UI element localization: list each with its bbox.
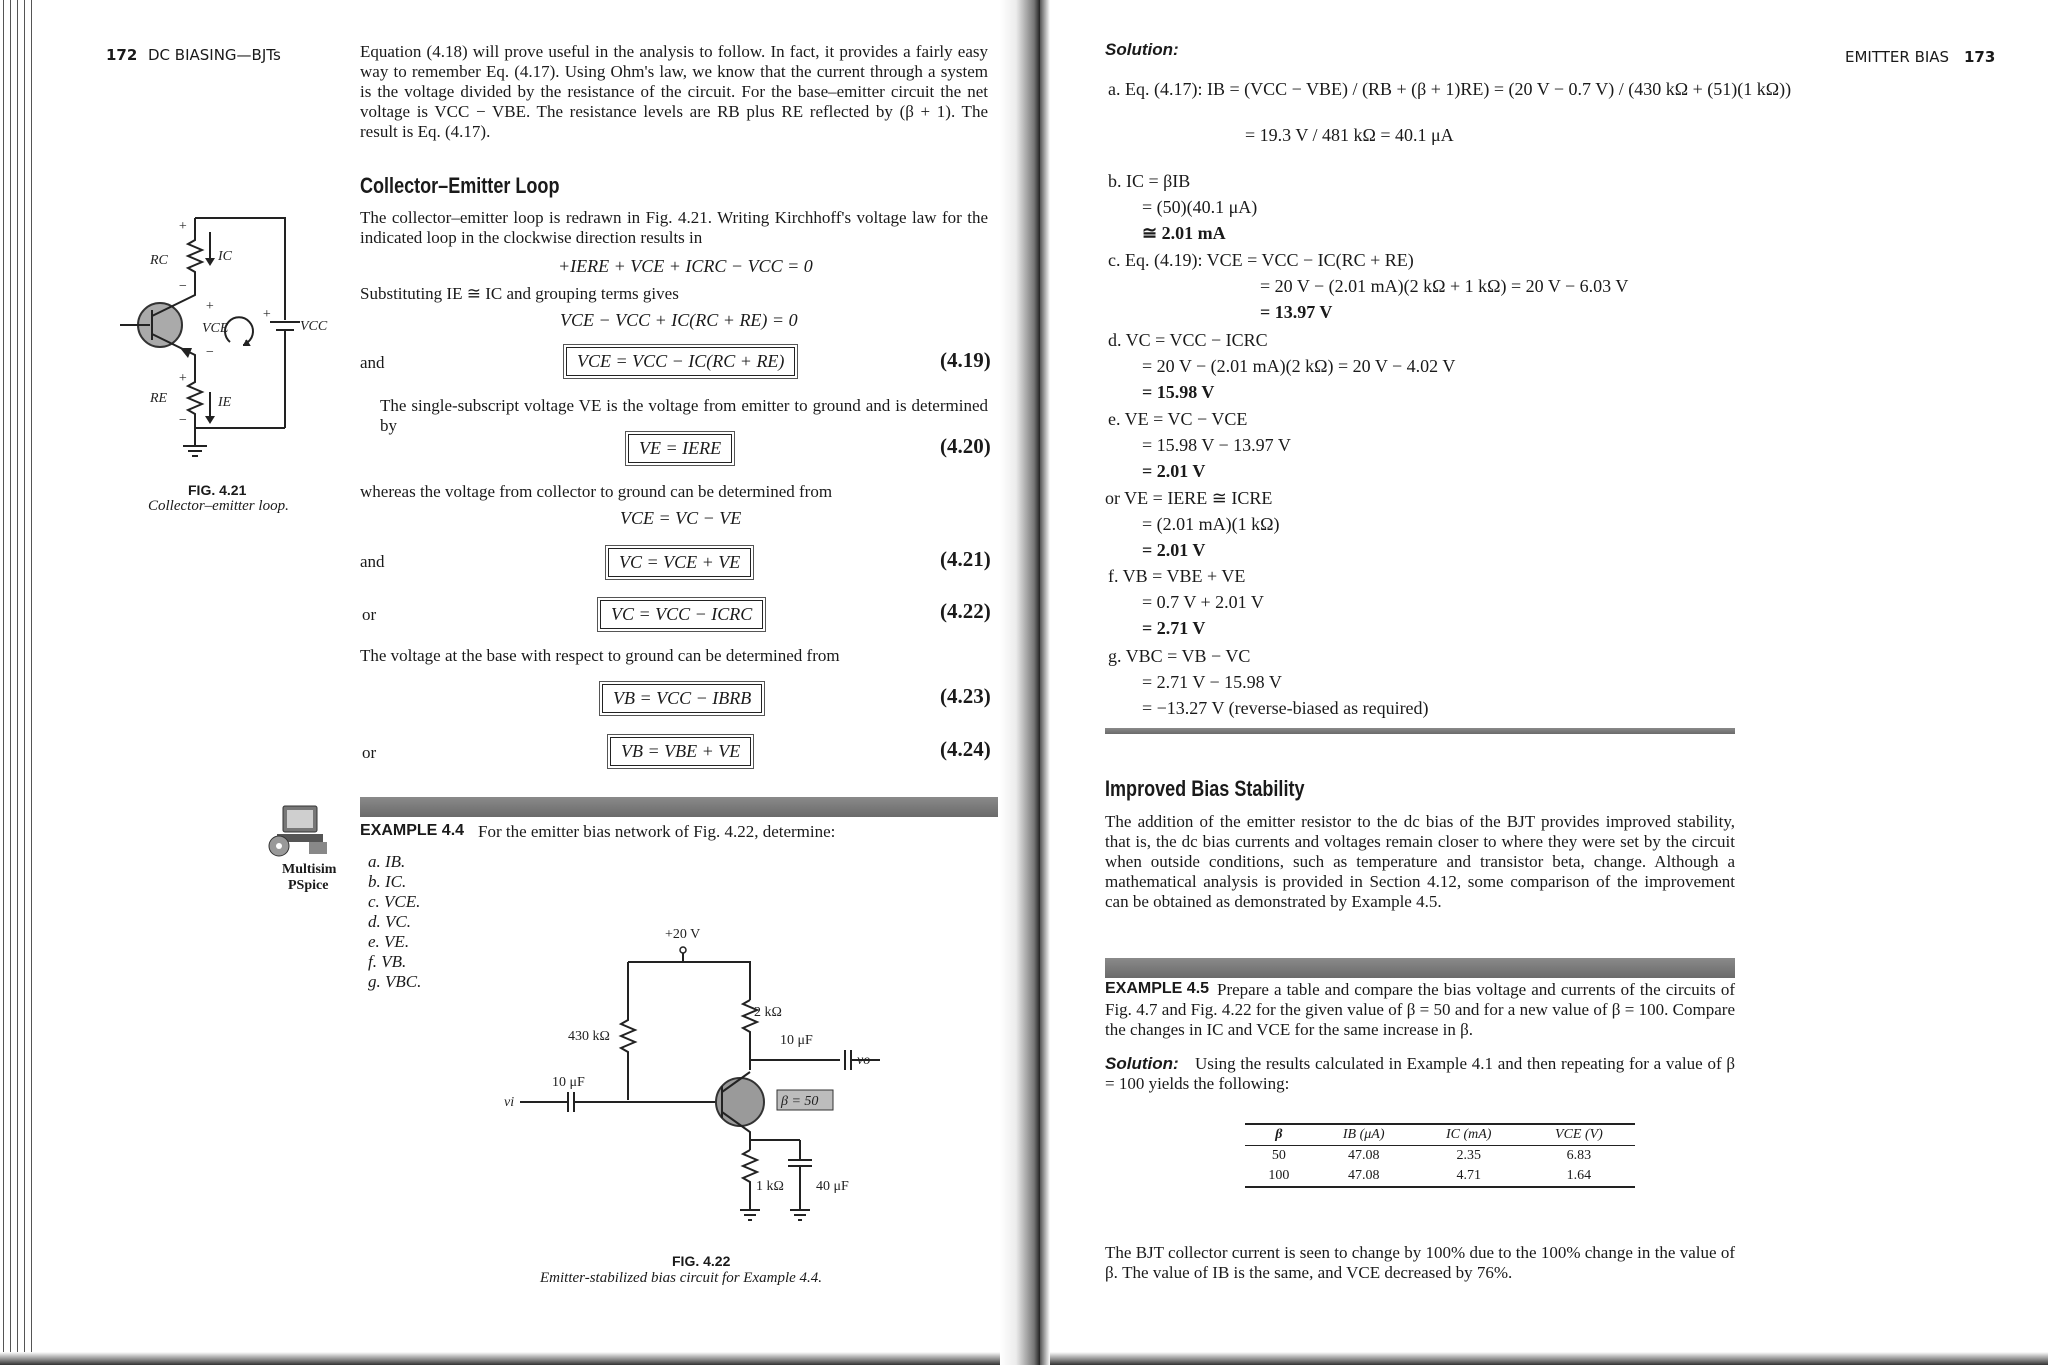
fig422-label-vcc: +20 V [665, 927, 701, 942]
solution-e-alt-line-1: or VE = IERE ≅ ICRE [1105, 488, 1273, 508]
example-item-a: a. IB. [368, 852, 406, 871]
solution-e-line-2: = 15.98 V − 13.97 V [1142, 435, 1291, 455]
fig-4-22-circuit [500, 920, 900, 1250]
fig422-label-ce: 40 μF [816, 1179, 849, 1194]
equation-4-22-box: VC = VCC − ICRC [600, 600, 763, 629]
table-cell: 1.64 [1566, 1168, 1592, 1183]
section-title-collector-emitter-loop: Collector–Emitter Loop [360, 173, 560, 198]
example-4-4-bar [360, 797, 998, 817]
example-item-c: c. VCE. [368, 892, 421, 911]
fig422-label-vi: vi [504, 1095, 515, 1110]
fig421-label-plus-4: + [178, 371, 188, 386]
fig-4-22-title: FIG. 4.22 [672, 1253, 731, 1269]
solution-e-alt-line-3: = 2.01 V [1142, 540, 1206, 560]
book-spine [1000, 0, 1040, 1365]
equation-grouped: VCE − VCC + IC(RC + RE) = 0 [560, 310, 798, 330]
book-spine-shadow [1040, 0, 1050, 1365]
table-header-beta: β [1275, 1127, 1283, 1142]
example-item-d: d. VC. [368, 912, 411, 931]
fig421-label-minus-2: − [205, 345, 215, 360]
paragraph-substituting: Substituting IE ≅ IC and grouping terms gives [360, 284, 679, 303]
table-header-ic: IC (mA) [1445, 1127, 1492, 1142]
solution-d-line-3: = 15.98 V [1142, 382, 1215, 402]
fig421-label-plus-2: + [205, 299, 215, 314]
fig421-label-ic: IC [218, 249, 232, 264]
example-item-e: e. VE. [368, 932, 410, 951]
solution-f-line-2: = 0.7 V + 2.01 V [1142, 592, 1264, 612]
equation-number-4-23: (4.23) [940, 684, 991, 708]
solution-b-line-1: b. IC = βIB [1108, 171, 1191, 191]
fig422-label-vo: vo [857, 1053, 871, 1068]
fig421-label-minus-4: − [178, 413, 188, 428]
pspice-label: PSpice [288, 878, 329, 893]
fig-4-21-caption: Collector–emitter loop. [148, 498, 289, 514]
or-word-1: or [362, 605, 377, 624]
equation-vce: VCE = VC − VE [620, 508, 742, 528]
example-4-4-text: For the emitter bias network of Fig. 4.22, determine: [478, 822, 836, 841]
solution-c-line-1: c. Eq. (4.19): VCE = VCC − IC(RC + RE) [1108, 250, 1414, 270]
left-page-edge [0, 0, 34, 1365]
fig422-label-re: 1 kΩ [756, 1179, 784, 1194]
intro-paragraph: Equation (4.18) will prove useful in the analysis to follow. In fact, it provides a fairly easy way to remember Eq. (4.17). Using Ohm's law, we know that the current through a system is the voltage divided by the resistance of the circuit. For the base–emitter circuit the net voltage is VCC − VBE. The resistance levels are RB plus RE reflected by (β + 1). The result is Eq. (4.17). [360, 42, 988, 141]
table-cell: 47.08 [1347, 1168, 1380, 1183]
paragraph-vb: The voltage at the base with respect to ground can be determined from [360, 646, 840, 665]
solution-g-line-3: = −13.27 V (reverse-biased as required) [1142, 698, 1429, 718]
solution-c-line-3: = 13.97 V [1260, 302, 1333, 322]
equation-4-21-box: VC = VCE + VE [608, 548, 751, 577]
equation-number-4-19: (4.19) [940, 348, 991, 372]
and-word-1: and [360, 353, 385, 372]
solution-b-line-2: = (50)(40.1 μA) [1142, 197, 1258, 217]
example-4-5-bar [1105, 958, 1735, 978]
solution-b-line-3: ≅ 2.01 mA [1142, 223, 1226, 243]
fig421-label-vcc: VCC [300, 319, 328, 334]
equation-4-19-box: VCE = VCC − IC(RC + RE) [566, 347, 795, 376]
solution-label: Solution: [1105, 40, 1179, 59]
solution-d-line-1: d. VC = VCC − ICRC [1108, 330, 1268, 350]
fig-4-21-title: FIG. 4.21 [188, 482, 247, 498]
example-item-f: f. VB. [368, 952, 407, 971]
solution-e-line-1: e. VE = VC − VCE [1108, 409, 1248, 429]
fig421-label-vce: VCE [202, 321, 229, 336]
equation-4-20-box: VE = IERE [628, 434, 732, 463]
table-header-vce: VCE (V) [1555, 1127, 1603, 1142]
or-word-2: or [362, 743, 377, 762]
solution-a-line-1: a. Eq. (4.17): IB = (VCC − VBE) / (RB + (β + 1)RE) = (20 V − 0.7 V) / (430 kΩ + (51)(1 kΩ)) [1108, 79, 1792, 99]
fig-4-22-caption: Emitter-stabilized bias circuit for Example 4.4. [540, 1270, 823, 1286]
equation-number-4-20: (4.20) [940, 434, 991, 458]
solution-a-line-2: = 19.3 V / 481 kΩ = 40.1 μA [1245, 125, 1454, 145]
table-cell: 100 [1268, 1168, 1290, 1183]
conclusion-paragraph: The BJT collector current is seen to change by 100% due to the 100% change in the value of β. The value of IB is the same, and VCE decreased by 76%. [1105, 1243, 1735, 1282]
equation-4-24-box: VB = VBE + VE [610, 737, 751, 766]
paragraph-kvl: The collector–emitter loop is redrawn in Fig. 4.21. Writing Kirchhoff's voltage law for the indicated loop in the clockwise direction results in [360, 208, 988, 247]
solution-g-line-2: = 2.71 V − 15.98 V [1142, 672, 1282, 692]
fig422-re-resistor [743, 1150, 757, 1190]
fig421-label-plus-1: + [178, 219, 188, 234]
solution-c-line-2: = 20 V − (2.01 mA)(2 kΩ + 1 kΩ) = 20 V − 6.03 V [1260, 276, 1629, 296]
and-word-2: and [360, 552, 385, 571]
equation-kvl: +IERE + VCE + ICRC − VCC = 0 [558, 256, 813, 276]
solution-d-line-2: = 20 V − (2.01 mA)(2 kΩ) = 20 V − 4.02 V [1142, 356, 1456, 376]
beta-comparison-table [1245, 1123, 1635, 1188]
table-cell: 50 [1271, 1148, 1286, 1163]
fig422-label-cin: 10 μF [552, 1075, 585, 1090]
paragraph-ve: The single-subscript voltage VE is the voltage from emitter to ground and is determined by [380, 396, 988, 435]
stability-paragraph: The addition of the emitter resistor to the dc bias of the BJT provides improved stability, that is, the dc bias currents and voltages remain closer to where they were set by the circuit when outside conditions, such as temperature and transistor beta, change. Although a mathematical analysis is provided in Section 4.12, some comparison of the improvement can be obtained as demonstrated by Example 4.5. [1105, 812, 1735, 911]
example-item-g: g. VBC. [368, 972, 422, 991]
example-4-4-end-bar [1105, 728, 1735, 734]
computer-icon [265, 800, 335, 860]
solution-g-line-1: g. VBC = VB − VC [1108, 646, 1251, 666]
fig422-label-beta: β = 50 [781, 1094, 819, 1109]
fig421-label-re: RE [150, 391, 168, 406]
fig-4-21-circuit [110, 210, 330, 470]
fig421-loop-arrow [225, 317, 253, 342]
paragraph-vc: whereas the voltage from collector to ground can be determined from [360, 482, 833, 501]
fig422-label-rb: 430 kΩ [568, 1029, 610, 1044]
fig422-transistor-circle [716, 1078, 764, 1126]
fig421-label-rc: RC [150, 253, 168, 268]
example-4-4-title: EXAMPLE 4.4 [360, 822, 465, 839]
solution-2-text: Using the results calculated in Example 4.1 and then repeating for a value of β = 100 yields the following: [1105, 1054, 1735, 1093]
example-4-5-text: Prepare a table and compare the bias voltage and currents of the circuits of Fig. 4.7 and Fig. 4.22 for the given value of β = 50 and for a new value of β = 100. Compare the changes in IC and VCE for the same increase in β. [1105, 980, 1735, 1039]
equation-number-4-22: (4.22) [940, 599, 991, 623]
example-4-5-title: EXAMPLE 4.5 [1105, 980, 1210, 997]
multisim-label: Multisim [282, 862, 337, 877]
table-cell: 2.35 [1456, 1148, 1481, 1163]
example-item-b: b. IC. [368, 872, 407, 891]
fig421-label-ie: IE [218, 395, 232, 410]
fig421-label-plus-3: + [262, 307, 272, 322]
solution-f-line-3: = 2.71 V [1142, 618, 1206, 638]
fig422-label-rc: 2 kΩ [754, 1005, 782, 1020]
left-page-number: 172 [106, 46, 138, 64]
equation-number-4-21: (4.21) [940, 547, 991, 571]
table-header-ib: IB (μA) [1342, 1127, 1385, 1142]
fig421-re-resistor [188, 375, 202, 428]
fig421-label-minus-1: − [178, 279, 188, 294]
fig422-label-cout: 10 μF [780, 1033, 813, 1048]
right-page-number: 173 [1964, 48, 1996, 66]
solution-2-label: Solution: [1105, 1054, 1179, 1073]
solution-e-line-3: = 2.01 V [1142, 461, 1206, 481]
section-title-improved-bias-stability: Improved Bias Stability [1105, 776, 1305, 801]
fig422-rb-resistor [621, 962, 635, 1100]
table-row [1245, 1166, 1635, 1187]
solution-f-line-1: f. VB = VBE + VE [1108, 566, 1246, 586]
fig421-rc-resistor [188, 218, 202, 292]
left-running-head: DC BIASING—BJTs [148, 46, 281, 64]
table-cell: 4.71 [1456, 1168, 1481, 1183]
right-running-head: EMITTER BIAS [1845, 48, 1950, 66]
table-cell: 6.83 [1566, 1148, 1592, 1163]
equation-4-23-box: VB = VCC − IBRB [602, 684, 762, 713]
table-row [1245, 1146, 1635, 1167]
solution-e-alt-line-2: = (2.01 mA)(1 kΩ) [1142, 514, 1280, 534]
fig422-top-wire [628, 962, 750, 1000]
table-cell: 47.08 [1347, 1148, 1380, 1163]
equation-number-4-24: (4.24) [940, 737, 991, 761]
